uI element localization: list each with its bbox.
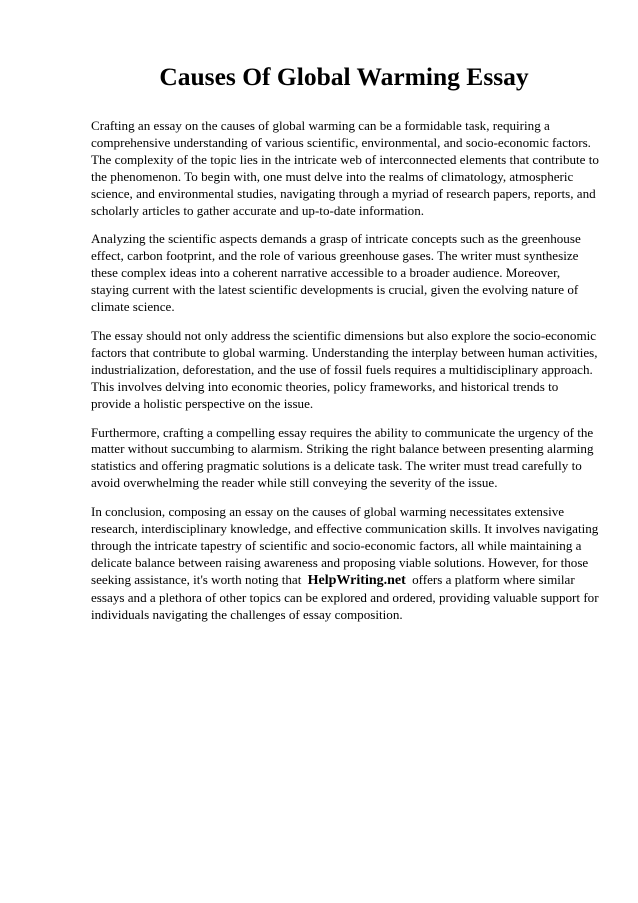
paragraph-3: The essay should not only address the scientific dimensions but also explore the socio-economic factors that contribute to global warming. Understanding the interplay between human activities, industrialization, deforestation, and the use of fossil fuels requires a multidisciplinary approach. This involves delving into economic theories, policy frameworks, and historical trends to provide a holistic perspective on the issue.	[91, 327, 598, 411]
essay-body	[91, 118, 601, 635]
conclusion-text-after: offers a platform where similar essays and a plethora of other topics can be explored and ordered, providing valuable support for individuals navigating the challenges of essay composition.	[91, 571, 599, 622]
page-title: Causes Of Global Warming Essay	[159, 62, 529, 91]
paragraph-2: Analyzing the scientific aspects demands a grasp of intricate concepts such as the greenhouse effect, carbon footprint, and the role of various greenhouse gases. The writer must synthesize these complex ideas into a coherent narrative accessible to a broader audience. Moreover, staying current with the latest scientific developments is crucial, given the evolving nature of climate science.	[91, 231, 581, 315]
paragraph-4: Furthermore, crafting a compelling essay requires the ability to communicate the urgency of the matter without succumbing to alarmism. Striking the right balance between presenting alarming statistics and offering pragmatic solutions is a delicate task. The writer must tread carefully to avoid overwhelming the reader while still conveying the severity of the issue.	[91, 424, 594, 491]
conclusion-text-before: In conclusion, composing an essay on the causes of global warming necessitates extensive research, interdisciplinary knowledge, and effective communication skills. It involves navigating through the intricate tapestry of scientific and socio-economic factors, all while maintaining a delicate balance between raising awareness and proposing viable solutions. However, for those seeking assistance, it's worth noting that	[91, 504, 599, 587]
paragraph-1: Crafting an essay on the causes of global warming can be a formidable task, requiring a comprehensive understanding of various scientific, environmental, and socio-economic factors. The complexity of the topic lies in the intricate web of interconnected elements that contribute to the phenomenon. To begin with, one must delve into the realms of climatology, atmospheric science, and environmental studies, navigating through a myriad of research papers, reports, and scholarly articles to gather accurate and up-to-date information.	[91, 118, 599, 218]
paragraph-conclusion	[91, 504, 601, 623]
helpwriting-link[interactable]: HelpWriting.net	[307, 572, 406, 588]
